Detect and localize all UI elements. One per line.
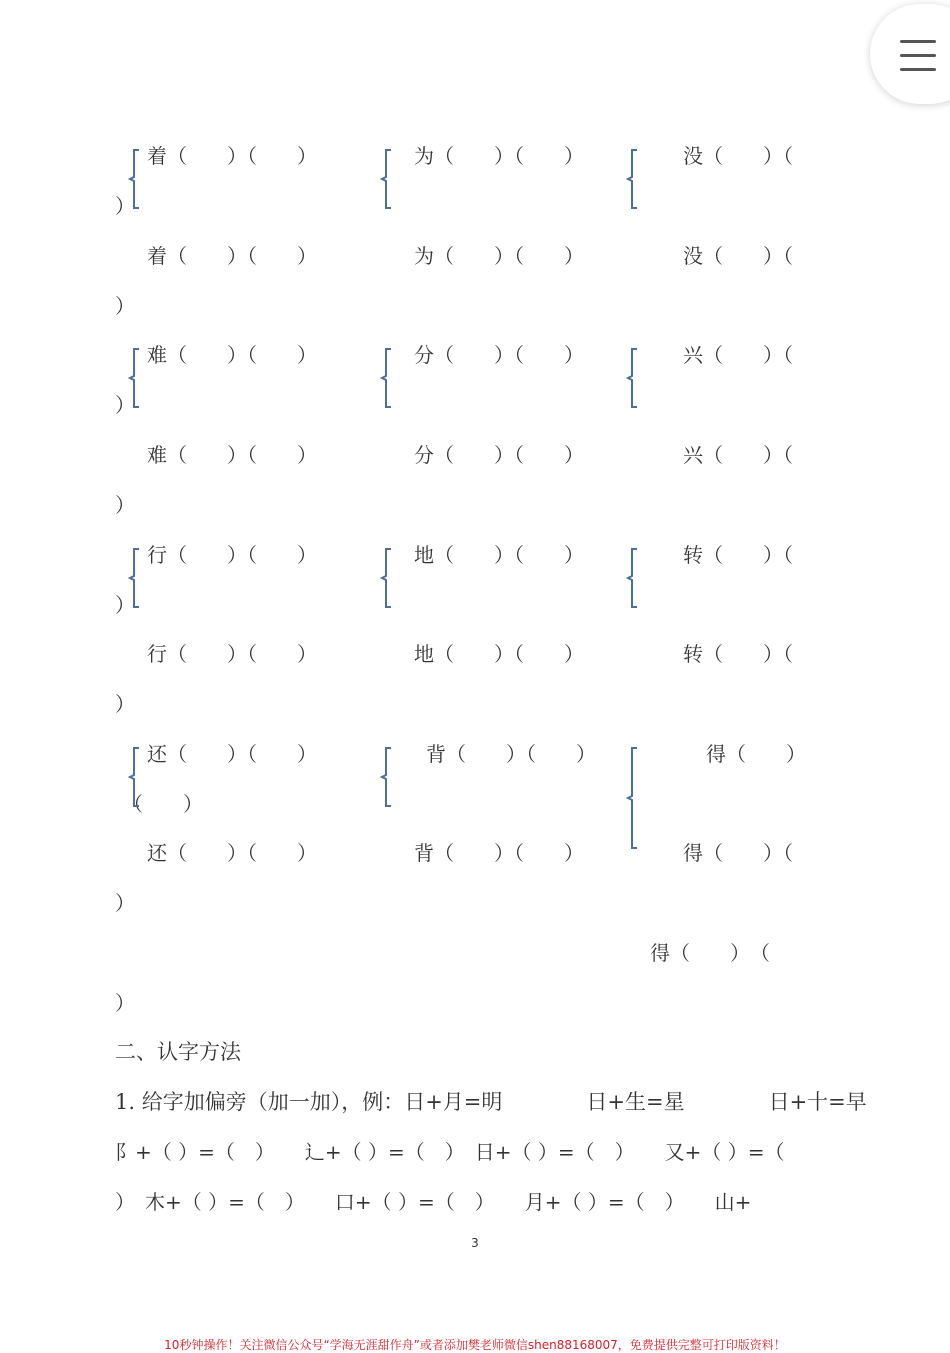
brace-icon <box>380 347 394 409</box>
entry-row3-g2: 分（ ）（ ） <box>414 343 584 367</box>
entry-row3-g3: 兴（ ）（ <box>683 343 793 367</box>
entry-row5-g3: 转（ ）（ <box>683 543 793 567</box>
entry-row4-g1: 难（ ）（ ） <box>147 443 317 467</box>
brace-icon <box>380 547 394 609</box>
entry-row4-tail: ） <box>115 493 135 517</box>
entry-row3-tail: ） <box>115 393 135 417</box>
exercise-line-3: ） 木+（ ）=（ ） 口+（ ）=（ ） 月+（ ）=（ ） 山+ <box>115 1190 752 1214</box>
entry-row8-tail: ） <box>115 891 135 915</box>
entry-row2-tail: ） <box>115 294 135 318</box>
menu-button[interactable] <box>870 4 950 104</box>
entry-row8-g1: 还（ ）（ ） <box>147 841 317 865</box>
entry-row4-g2: 分（ ）（ ） <box>414 443 584 467</box>
brace-icon <box>626 547 640 609</box>
entry-row4-g3: 兴（ ）（ <box>683 443 793 467</box>
entry-row5-g2: 地（ ）（ ） <box>414 543 584 567</box>
entry-row7-g1: 还（ ）（ ） <box>147 742 317 766</box>
entry-row8-g2: 背（ ）（ ） <box>414 841 584 865</box>
brace-icon <box>128 347 142 409</box>
entry-row1-tail: ） <box>115 194 135 218</box>
entry-row1-g2: 为（ ）（ ） <box>414 144 584 168</box>
entry-row6-g3: 转（ ）（ <box>683 642 793 666</box>
section-heading: 二、认字方法 <box>115 1040 241 1064</box>
footer-notice: 10秒钟操作！关注微信公众号“学海无涯甜作舟”或者添加樊老师微信shen88168007，免费提供完整可打印版资料！ <box>164 1338 786 1352</box>
brace-icon <box>128 746 142 808</box>
entry-row5-tail: ） <box>115 593 135 617</box>
entry-extra-tail: ） <box>115 991 135 1015</box>
entry-extra: 得（ ） （ <box>650 941 770 965</box>
entry-row6-g2: 地（ ）（ ） <box>414 642 584 666</box>
entry-row5-g1: 行（ ）（ ） <box>147 543 317 567</box>
entry-row8-g3: 得（ ）（ <box>683 841 793 865</box>
entry-row1-g3: 没（ ）（ <box>683 144 793 168</box>
entry-row3-g1: 难（ ）（ ） <box>147 343 317 367</box>
entry-row6-g1: 行（ ）（ ） <box>147 642 317 666</box>
menu-icon <box>900 40 936 43</box>
entry-row7-g3: 得（ ） <box>706 742 806 766</box>
brace-icon <box>380 746 394 808</box>
entry-row2-g2: 为（ ）（ ） <box>414 244 584 268</box>
entry-row1-g1: 着（ ）（ ） <box>147 144 317 168</box>
exercise-line-2: 阝+（ ）=（ ） 辶+（ ）=（ ） 日+（ ）=（ ） 又+（ ）=（ <box>115 1140 785 1164</box>
entry-row7-tail: （ ） <box>123 792 203 816</box>
entry-row6-tail: ） <box>115 692 135 716</box>
exercise-item-1: 1. 给字加偏旁（加一加），例：日+月=明 日+生=星 日+十=早 <box>115 1090 867 1114</box>
brace-icon <box>626 148 640 210</box>
page-number: 3 <box>471 1236 479 1250</box>
entry-row2-g3: 没（ ）（ <box>683 244 793 268</box>
entry-row2-g1: 着（ ）（ ） <box>147 244 317 268</box>
entry-row7-g2: 背（ ）（ ） <box>426 742 596 766</box>
brace-icon <box>626 347 640 409</box>
brace-icon <box>128 547 142 609</box>
brace-icon <box>380 148 394 210</box>
brace-icon <box>626 746 640 850</box>
brace-icon <box>128 148 142 210</box>
